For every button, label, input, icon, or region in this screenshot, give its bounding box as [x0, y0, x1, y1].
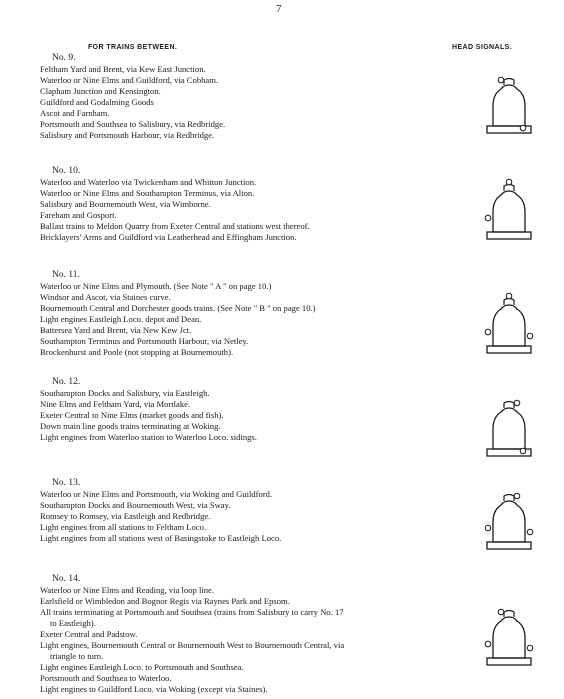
head-signal-icon [479, 488, 539, 554]
section-title: No. 9. [52, 53, 76, 63]
route-line: Portsmouth and Southsea to Waterloo. [40, 673, 172, 683]
locomotive-outline [493, 408, 525, 449]
lamp-left [485, 525, 491, 531]
locomotive-outline [493, 305, 525, 346]
locomotive-outline [493, 85, 525, 126]
chimney [504, 402, 514, 409]
locomotive-outline [493, 191, 525, 232]
route-line: Brockenhurst and Poole (not stopping at Bournemouth). [40, 347, 234, 357]
route-line: Light engines from all stations to Feltham Loco. [40, 522, 207, 532]
section-no-9 [40, 53, 440, 141]
route-line: Bournemouth Central and Dorchester goods trains. (See Note " B " on page 10.) [40, 303, 316, 313]
lamp-right [527, 333, 533, 339]
route-line: Earlsfield or Wimbledon and Bognor Regis via Raynes Park and Epsom. [40, 596, 290, 606]
section-title: No. 14. [52, 574, 81, 584]
lamp-left [485, 215, 491, 221]
head-signal-icon [479, 178, 539, 244]
lamp-right [527, 529, 533, 535]
route-line: Clapham Junction and Kensington. [40, 86, 161, 96]
page-number: 7 [276, 3, 282, 15]
lamp-bottom-right [520, 448, 526, 454]
route-line: Down main line goods trains terminating at Woking. [40, 421, 221, 431]
route-line: Windsor and Ascot, via Staines curve. [40, 292, 171, 302]
section-title: No. 12. [52, 377, 81, 387]
route-line: Guildford and Godalming Goods [40, 97, 154, 107]
route-line: Exeter Central to Nine Elms (market goods and fish). [40, 410, 224, 420]
route-line: Light engines, Bournemouth Central or Bournemouth West to Bournemouth Central, via [40, 640, 345, 650]
route-line: Battersea Yard and Brent, via New Kew Jct. [40, 325, 192, 335]
buffer-beam [487, 346, 531, 353]
route-line: Romsey to Romsey, via Eastleigh and Redbridge. [40, 511, 211, 521]
route-line: Waterloo or Nine Elms and Plymouth. (See Note " A " on page 10.) [40, 281, 272, 291]
section-title: No. 10. [52, 166, 81, 176]
route-line: to Eastleigh). [50, 618, 96, 628]
head-signal-icon [479, 72, 539, 138]
chimney [504, 611, 514, 618]
route-line: Portsmouth and Southsea to Salisbury, via Redbridge. [40, 119, 226, 129]
column-header-signals: HEAD SIGNALS. [452, 44, 513, 51]
section-no-14 [40, 574, 440, 695]
lamp-left [485, 329, 491, 335]
route-line: Light engines to Guildford Loco. via Woking (except via Staines). [40, 684, 268, 694]
lamp-top [506, 293, 512, 299]
section-title: No. 11. [52, 270, 80, 280]
lamp-top-right [514, 400, 520, 406]
route-line: Ballast trains to Meldon Quarry from Exeter Central and stations west thereof. [40, 221, 310, 231]
section-no-12 [40, 377, 440, 443]
buffer-beam [487, 542, 531, 549]
route-line: Exeter Central and Padstow. [40, 629, 138, 639]
route-line: triangle to turn. [50, 651, 104, 661]
route-line: Fareham and Gosport. [40, 210, 117, 220]
route-line: Salisbury and Portsmouth Harbour, via Redbridge. [40, 130, 215, 140]
lamp-top-right [514, 493, 520, 499]
route-line: Southampton Terminus and Portsmouth Harbour, via Netley. [40, 336, 249, 346]
route-line: Waterloo or Nine Elms and Portsmouth, via Woking and Guildford. [40, 489, 273, 499]
section-no-11 [40, 270, 440, 358]
chimney [504, 299, 514, 306]
buffer-beam [487, 232, 531, 239]
route-line: Light engines from all stations west of Basingstoke to Eastleigh Loco. [40, 533, 282, 543]
route-line: Southampton Docks and Bournemouth West, via Sway. [40, 500, 231, 510]
lamp-right [527, 645, 533, 651]
column-header-trains: FOR TRAINS BETWEEN. [88, 44, 178, 51]
route-line: Light engines Eastleigh Loco. depot and Dean. [40, 314, 202, 324]
chimney [504, 495, 514, 502]
head-signal-icon [479, 604, 539, 670]
chimney [504, 79, 514, 86]
route-line: Waterloo and Waterloo via Twickenham and Whitton Junction. [40, 177, 257, 187]
route-line: Nine Elms and Feltham Yard, via Mortlake. [40, 399, 191, 409]
locomotive-outline [493, 501, 525, 542]
route-line: Salisbury and Bournemouth West, via Wimborne. [40, 199, 211, 209]
locomotive-outline [493, 617, 525, 658]
lamp-top-left [498, 77, 504, 83]
section-no-13 [40, 478, 440, 544]
lamp-top [506, 179, 512, 185]
section-no-10 [40, 166, 440, 243]
route-line: Feltham Yard and Brent, via Kew East Junction. [40, 64, 206, 74]
chimney [504, 185, 514, 192]
route-line: Southampton Docks and Salisbury, via Eastleigh. [40, 388, 210, 398]
route-line: Light engines Eastleigh Loco. to Portsmouth and Southsea. [40, 662, 244, 672]
section-title: No. 13. [52, 478, 81, 488]
route-line: Bricklayers' Arms and Guildford via Leatherhead and Effingham Junction. [40, 232, 297, 242]
route-line: Waterloo or Nine Elms and Guildford, via Cobham. [40, 75, 219, 85]
head-signal-icon [479, 395, 539, 461]
buffer-beam [487, 658, 531, 665]
lamp-top-left [498, 609, 504, 615]
route-line: Ascot and Farnham. [40, 108, 110, 118]
lamp-left [485, 641, 491, 647]
route-line: Waterloo or Nine Elms and Southampton Terminus, via Alton. [40, 188, 255, 198]
lamp-bottom-right [520, 125, 526, 131]
head-signal-icon [479, 292, 539, 358]
route-line: Waterloo or Nine Elms and Reading, via loop line. [40, 585, 215, 595]
route-line: Light engines from Waterloo station to Waterloo Loco. sidings. [40, 432, 257, 442]
route-line: All trains terminating at Portsmouth and Southsea (trains from Salisbury to carry No. 17 [40, 607, 344, 617]
